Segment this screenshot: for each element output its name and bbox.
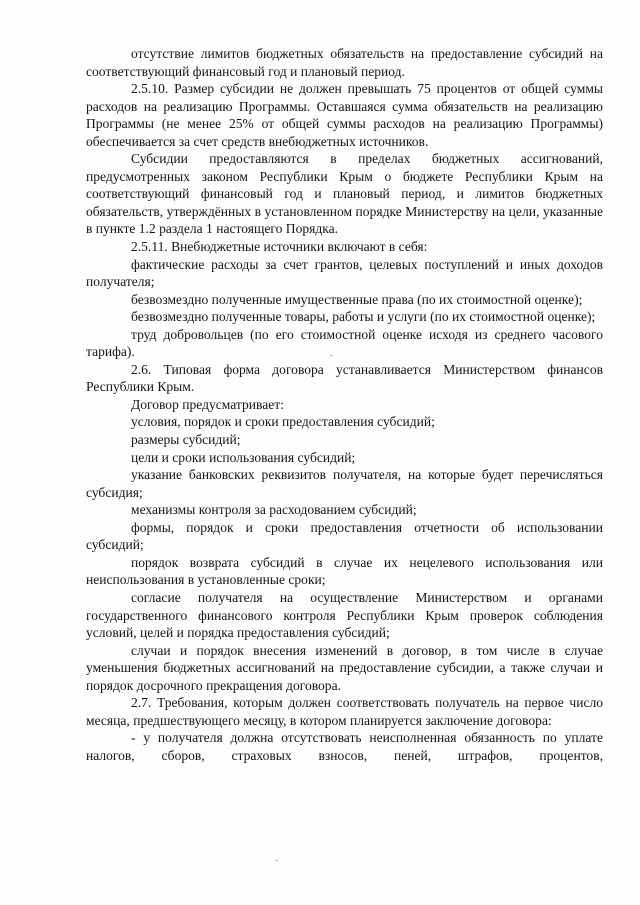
paragraph-3: Субсидии предоставляются в пределах бюджетных ассигнований, предусмотренных законом Республики Крым о бюджете Республики Крым на соответствующий финансовый год и плановый период, и лимитов бюджетных обязательств, утверждённых в установленном порядке Министерству на цели, указанные в пункте 1.2 раздела 1 настоящего Порядка. [86, 151, 603, 237]
paragraph-1: отсутствие лимитов бюджетных обязательств на предоставление субсидий на соответствующий финансовый год и плановый период. [86, 46, 603, 79]
paragraph-11: условия, порядок и сроки предоставления субсидий; [131, 414, 435, 430]
paragraph-9: 2.6. Типовая форма договора устанавливается Министерством финансов Республики Крым. [86, 361, 603, 395]
paragraph-4: 2.5.11. Внебюджетные источники включают в себя: [131, 239, 428, 255]
paragraph-17: порядок возврата субсидий в случае их нецелевого использования или неиспользования в установленные сроки; [86, 554, 603, 588]
paragraph-18: согласие получателя на осуществление Министерством и органами государственного финансового контроля Республики Крым проверок соблюдения условий, целей и порядка предоставления субсидий; [86, 589, 603, 641]
paragraph-12: размеры субсидий; [131, 432, 241, 448]
paragraph-19: случаи и порядок внесения изменений в договор, в том числе в случае уменьшения бюджетных ассигнований на предоставление субсидии, а также случаи и порядок досрочного прекращения договора. [86, 642, 603, 693]
paragraph-5: фактические расходы за счет грантов, целевых поступлений и иных доходов получателя; [86, 256, 603, 290]
paragraph-20: 2.7. Требования, которым должен соответствовать получатель на первое число месяца, предшествующего месяцу, в котором планируется заключение договора: [86, 695, 603, 728]
paragraph-2: 2.5.10. Размер субсидии не должен превышать 75 процентов от общей суммы расходов на реализацию Программы. Оставшаяся сумма обязательств на реализацию Программы (не менее 25% от общей суммы расходов на реализацию Программы) обеспечивается за счет средств внебюджетных источников. [86, 81, 603, 149]
document-text [86, 45, 603, 764]
paragraph-10: Договор предусматривает: [131, 396, 284, 412]
paragraph-14: указание банковских реквизитов получателя, на которые будет перечисляться субсидия; [86, 467, 603, 500]
scan-speck [330, 355, 332, 356]
scan-speck [276, 860, 278, 861]
paragraph-6: безвозмездно полученные имущественные права (по их стоимостной оценке); [131, 291, 583, 307]
paragraph-15: механизмы контроля за расходованием субсидий; [131, 502, 417, 518]
paragraph-21: - у получателя должна отсутствовать неисполненная обязанность по уплате налогов, сборов, страховых взносов, пеней, штрафов, процентов, [86, 730, 603, 763]
paragraph-16: формы, порядок и сроки предоставления отчетности об использовании субсидий; [86, 519, 603, 553]
paragraph-8: труд добровольцев (по его стоимостной оценке исходя из среднего часового тарифа). [86, 326, 603, 360]
paragraph-7: безвозмездно полученные товары, работы и услуги (по их стоимостной оценке); [131, 309, 596, 325]
paragraph-13: цели и сроки использования субсидий; [131, 449, 356, 465]
